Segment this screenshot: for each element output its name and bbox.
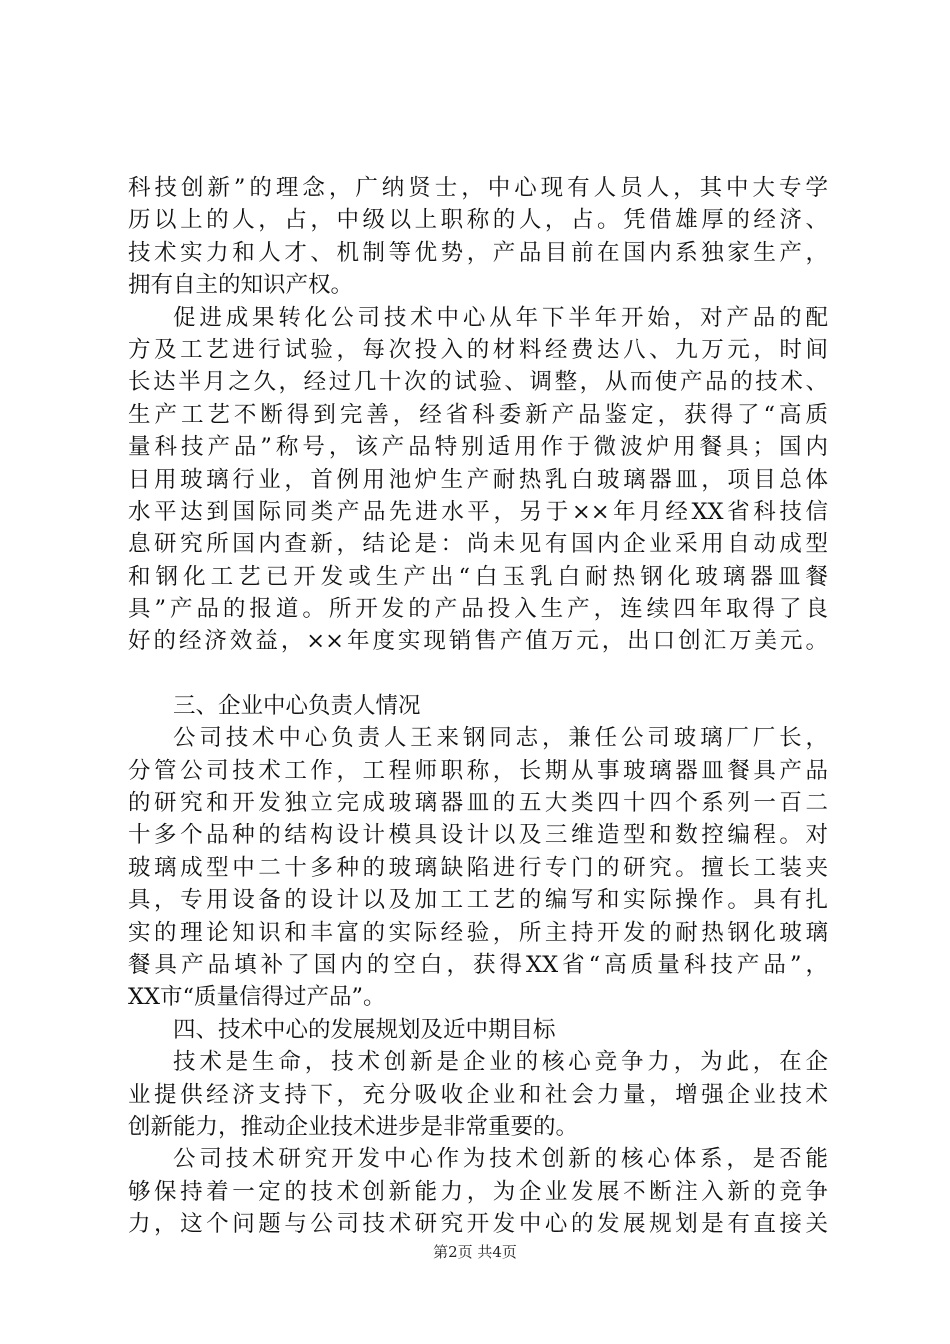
section-heading: 三、企业中心负责人情况 [173,692,421,719]
text-line: 息研究所国内查新，结论是：尚未见有国内企业采用自动成型 [128,531,828,558]
text-line: 日用玻璃行业，首例用池炉生产耐热乳白玻璃器皿，项目总体 [128,466,828,493]
section-heading: 四、技术中心的发展规划及近中期目标 [173,1016,556,1043]
text-line: 具”产品的报道。所开发的产品投入生产，连续四年取得了良 [128,596,828,623]
text-line: 的研究和开发独立完成玻璃器皿的五大类四十四个系列一百二 [128,790,828,817]
text-line: 分管公司技术工作，工程师职称，长期从事玻璃器皿餐具产品 [128,757,828,784]
text-line: 餐具产品填补了国内的空白，获得XX省“高质量科技产品”， [128,951,828,978]
page-footer: 第2页 共4页 [433,1243,517,1261]
text-line: 拥有自主的知识产权。 [128,272,354,299]
text-line: 技术实力和人才、机制等优势，产品目前在国内系独家生产， [128,239,828,266]
text-line: 和钢化工艺已开发或生产出“白玉乳白耐热钢化玻璃器皿餐 [128,563,828,590]
text-line: 实的理论知识和丰富的实际经验，所主持开发的耐热钢化玻璃 [128,919,828,946]
text-line: 创新能力，推动企业技术进步是非常重要的。 [128,1113,579,1140]
text-line: 具，专用设备的设计以及加工工艺的编写和实际操作。具有扎 [128,887,828,914]
text-line: 长达半月之久，经过几十次的试验、调整，从而使产品的技术、 [128,369,828,396]
text-line: 够保持着一定的技术创新能力，为企业发展不断注入新的竞争 [128,1178,828,1205]
text-line: 业提供经济支持下，充分吸收企业和社会力量，增强企业技术 [128,1081,828,1108]
text-line: 水平达到国际同类产品先进水平，另于××年月经XX省科技信 [128,498,828,525]
text-line: XX市“质量信得过产品”。 [128,984,386,1011]
text-line: 生产工艺不断得到完善，经省科委新产品鉴定，获得了“高质 [128,401,828,428]
text-line: 促进成果转化公司技术中心从年下半年开始，对产品的配 [173,304,828,331]
text-line: 技术是生命，技术创新是企业的核心竞争力，为此，在企 [173,1049,828,1076]
text-line: 玻璃成型中二十多种的玻璃缺陷进行专门的研究。擅长工装夹 [128,854,828,881]
text-line: 好的经济效益，××年度实现销售产值万元，出口创汇万美元。 [128,628,828,655]
text-line: 公司技术研究开发中心作为技术创新的核心体系，是否能 [173,1146,828,1173]
text-line: 十多个品种的结构设计模具设计以及三维造型和数控编程。对 [128,822,828,849]
text-line: 方及工艺进行试验，每次投入的材料经费达八、九万元，时间 [128,336,828,363]
paragraph-gap [128,658,828,690]
text-line: 公司技术中心负责人王来钢同志，兼任公司玻璃厂厂长， [173,725,828,752]
document-body [128,172,828,1241]
text-line: 科技创新”的理念，广纳贤士，中心现有人员人，其中大专学 [128,175,828,201]
text-line: 历以上的人，占，中级以上职称的人，占。凭借雄厚的经济、 [128,207,828,234]
text-line: 量科技产品”称号，该产品特别适用作于微波炉用餐具；国内 [128,434,828,461]
text-line: 力，这个问题与公司技术研究开发中心的发展规划是有直接关 [128,1211,828,1238]
